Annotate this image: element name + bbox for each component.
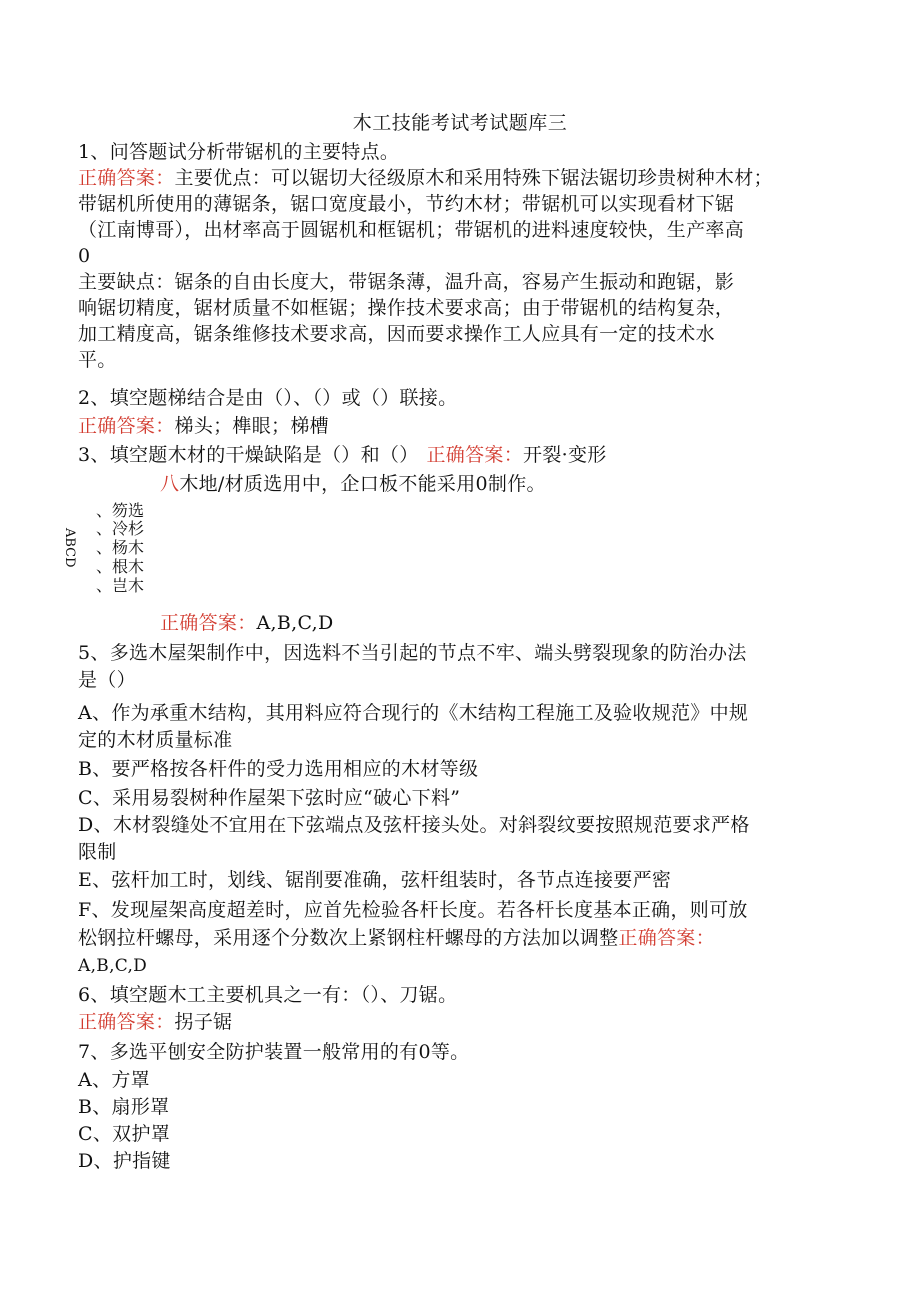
q7-option-b: B、扇形罩 [78, 1096, 170, 1118]
q6-answer [78, 1009, 232, 1035]
answer-label: 正确答案： [618, 927, 715, 949]
q5-option-f-line-2 [78, 925, 715, 951]
answer-label: 正确答案： [78, 415, 175, 437]
q1-question: 1、问答题试分析带锯机的主要特点。 [78, 141, 400, 163]
document-title: 木工技能考试考试题库三 [352, 112, 568, 134]
q2-answer [78, 413, 329, 439]
q4-option-d: 、根木 [96, 557, 145, 576]
q4-question-line [160, 471, 546, 497]
q4-option-a: 、笏选 [96, 501, 145, 520]
answer-label: 正确答案： [160, 612, 257, 634]
q4-answer [160, 610, 334, 636]
q5-option-f-text: 松钢拉杆螺母，采用逐个分数次上紧钢柱杆螺母的方法加以调整 [78, 927, 619, 949]
q6-answer-text: 拐子锯 [174, 1011, 233, 1033]
q3-answer-text: 开裂·变形 [523, 444, 607, 466]
q7-question: 7、多选平刨安全防护装置一般常用的有0等。 [78, 1041, 470, 1063]
q5-option-e: E、弦杆加工时，划线、锯削要准确，弦杆组装时，各节点连接要严密 [78, 869, 672, 891]
q5-option-c: C、采用易裂树种作屋架下弦时应“破心下料” [78, 787, 461, 809]
q3-question: 3、填空题木材的干燥缺陷是（）和（） [78, 444, 419, 466]
q5-question-line-1: 5、多选木屋架制作中，因选料不当引起的节点不牢、端头劈裂现象的防治办法 [78, 642, 747, 664]
q2-answer-text: 梯头；榫眼；梯槽 [174, 415, 329, 437]
q4-question: 木地/材质选用中，企口板不能采用0制作。 [179, 473, 546, 495]
answer-label: 正确答案： [78, 1011, 175, 1033]
q5-option-d-line-1: D、木材裂缝处不宜用在下弦端点及弦杆接头处。对斜裂纹要按照规范要求严格 [78, 814, 750, 836]
q5-option-a-line-2: 定的木材质量标准 [78, 729, 233, 751]
q7-option-a: A、方罩 [78, 1069, 150, 1091]
q5-question-line-2: 是（） [78, 669, 136, 691]
q6-question: 6、填空题木工主要机具之一有：（）、刀锯。 [78, 984, 458, 1006]
q4-answer-text: A,B,C,D [256, 612, 334, 634]
q2-question: 2、填空题梯结合是由（）、（）或（）联接。 [78, 387, 458, 409]
q5-option-d-line-2: 限制 [78, 841, 117, 863]
q1-answer-line-3: （江南博哥），出材率高于圆锯机和框锯机；带锯机的进料速度较快，生产率高 [78, 219, 745, 241]
q1-answer-line-6: 响锯切精度，锯材质量不如框锯；操作技术要求高；由于带锯机的结构复杂， [78, 297, 735, 319]
q4-option-e: 、岂木 [96, 576, 145, 595]
q1-answer-line-1 [78, 165, 773, 191]
answer-label: 正确答案： [426, 444, 524, 466]
q1-answer-line-5: 主要缺点：锯条的自由长度大，带锯条薄，温升高，容易产生振动和跑锯，影 [78, 271, 735, 293]
q4-option-b: 、冷杉 [96, 519, 145, 538]
q1-answer-text-1: 主要优点：可以锯切大径级原木和采用特殊下锯法锯切珍贵树种木材； [174, 167, 773, 189]
q5-answer-text: A,B,C,D [78, 956, 148, 976]
q5-option-b: B、要严格按各杆件的受力选用相应的木材等级 [78, 758, 479, 780]
q4-option-c: 、杨木 [96, 538, 145, 557]
q1-answer-line-8: 平。 [78, 349, 117, 371]
q1-answer-line-7: 加工精度高，锯条维修技术要求高，因而要求操作工人应具有一定的技术水 [78, 323, 715, 345]
q7-option-d: D、护指键 [78, 1150, 171, 1172]
q1-answer-line-2: 带锯机所使用的薄锯条，锯口宽度最小，节约木材；带锯机可以实现看材下锯 [78, 193, 735, 215]
q4-option-letters: ABCD [62, 528, 77, 568]
q5-option-f-line-1: F、发现屋架高度超差时，应首先检验各杆长度。若各杆长度基本正确，则可放 [78, 899, 748, 921]
q3-line [78, 442, 607, 468]
q5-option-a-line-1: A、作为承重木结构，其用料应符合现行的《木结构工程施工及验收规范》中规 [78, 702, 749, 724]
q1-answer-line-4: 0 [78, 245, 91, 267]
q4-prefix: 八 [160, 473, 180, 495]
q7-option-c: C、双护罩 [78, 1123, 171, 1145]
answer-label: 正确答案： [78, 167, 175, 189]
